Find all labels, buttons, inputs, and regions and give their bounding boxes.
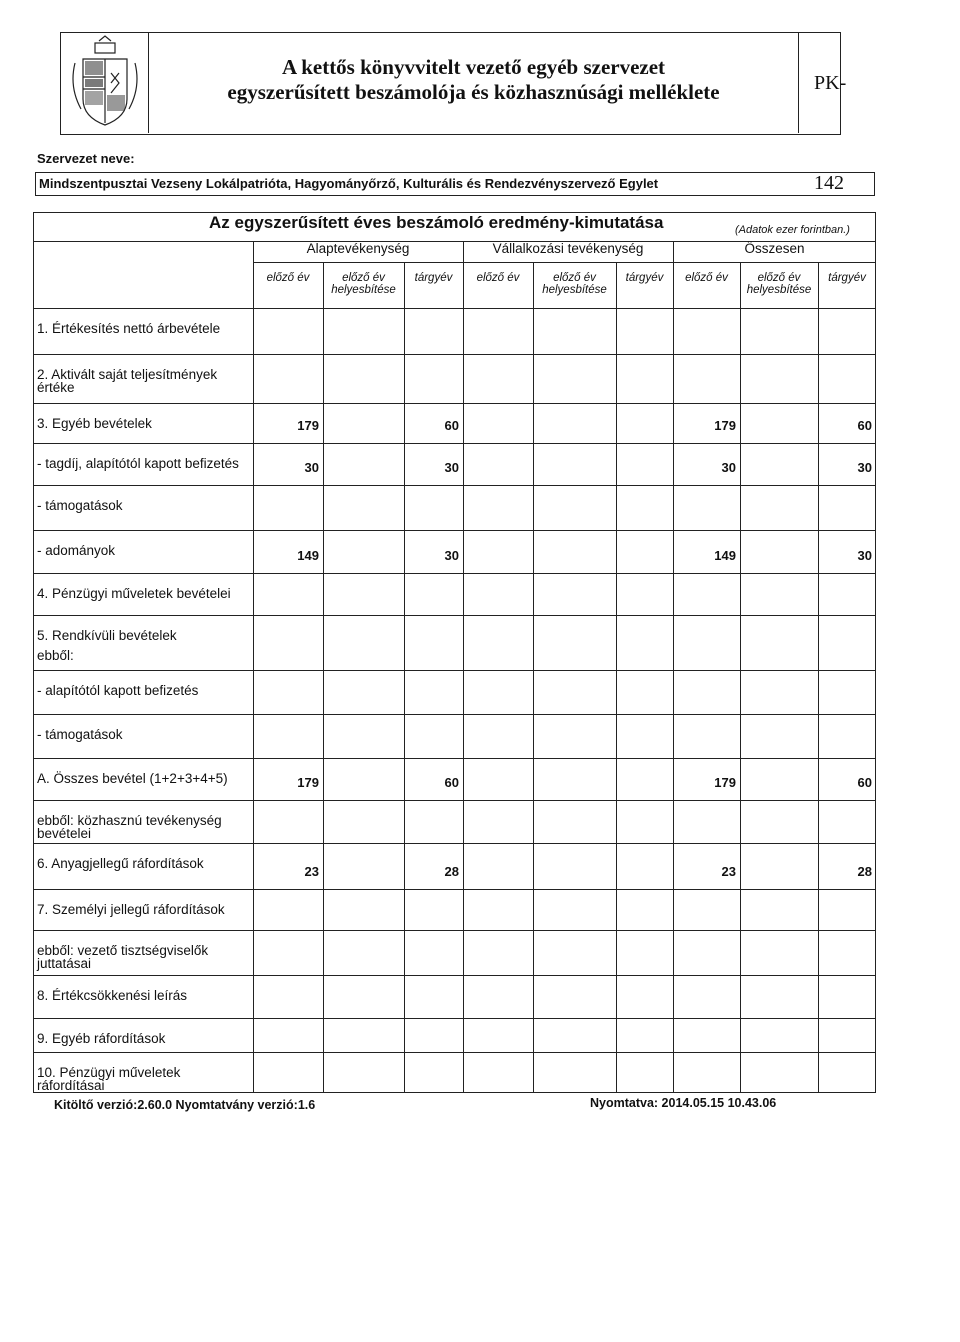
row-label [37, 368, 249, 394]
value-cell[interactable] [463, 671, 529, 713]
organization-label: Szervezet neve: [37, 151, 135, 166]
value-cell[interactable]: 28 [857, 864, 872, 879]
form-code: PK-142 [814, 72, 847, 194]
row-label [37, 814, 249, 840]
row-label [37, 1066, 249, 1092]
row-label [37, 772, 249, 785]
value-cell[interactable] [616, 616, 669, 669]
column-heading [673, 272, 740, 284]
value-cell[interactable]: 179 [714, 418, 736, 433]
value-cell[interactable] [323, 715, 400, 757]
value-cell[interactable] [323, 616, 400, 669]
row-label [37, 499, 249, 512]
value-cell[interactable] [673, 976, 736, 1017]
value-cell[interactable] [616, 1053, 669, 1092]
value-cell[interactable] [616, 890, 669, 929]
value-cell[interactable] [533, 486, 612, 529]
title-line-1: A kettős könyvvitelt vezető egyéb szervezet [281, 55, 666, 79]
value-cell[interactable] [818, 715, 872, 757]
column-heading-line1: előző év [685, 272, 728, 284]
value-cell[interactable]: 60 [444, 418, 459, 433]
value-cell[interactable] [616, 1019, 669, 1051]
value-cell[interactable] [253, 890, 319, 929]
row-label [37, 417, 249, 430]
unit-note: (Adatok ezer forintban.) [735, 224, 850, 236]
value-cell[interactable] [323, 309, 400, 353]
value-cell[interactable] [404, 1053, 459, 1092]
row-label-text: - támogatások [37, 727, 123, 742]
value-cell[interactable] [533, 616, 612, 669]
value-cell[interactable] [533, 844, 612, 888]
value-cell[interactable] [740, 844, 814, 888]
value-cell[interactable] [463, 715, 529, 757]
value-cell[interactable] [616, 355, 669, 402]
row-label-text: - adományok [37, 543, 116, 558]
value-cell[interactable] [673, 486, 736, 529]
value-cell[interactable] [463, 1053, 529, 1092]
value-cell[interactable] [673, 1053, 736, 1092]
value-cell[interactable] [818, 931, 872, 974]
row-label-text: A. Összes bevétel (1+2+3+4+5) [37, 771, 228, 786]
value-cell[interactable] [253, 801, 319, 842]
value-cell[interactable]: 149 [297, 548, 319, 563]
value-cell[interactable] [253, 671, 319, 713]
column-heading [463, 272, 533, 284]
value-cell[interactable] [404, 355, 459, 402]
column-heading-line1: tárgyév [828, 272, 866, 284]
value-cell[interactable] [404, 1019, 459, 1051]
value-cell[interactable]: 30 [304, 460, 319, 475]
value-cell[interactable] [740, 616, 814, 669]
column-heading [404, 272, 463, 284]
value-cell[interactable] [323, 531, 400, 572]
value-cell[interactable] [323, 574, 400, 614]
value-cell[interactable] [673, 931, 736, 974]
value-cell[interactable] [740, 1019, 814, 1051]
value-cell[interactable] [740, 1053, 814, 1092]
value-cell[interactable] [463, 531, 529, 572]
value-cell[interactable] [463, 801, 529, 842]
value-cell[interactable] [533, 801, 612, 842]
value-cell[interactable] [533, 355, 612, 402]
value-cell[interactable] [533, 890, 612, 929]
coat-of-arms-icon [61, 33, 149, 133]
value-cell[interactable] [818, 574, 872, 614]
value-cell[interactable] [740, 976, 814, 1017]
value-cell[interactable] [253, 309, 319, 353]
value-cell[interactable] [673, 715, 736, 757]
value-cell[interactable] [323, 844, 400, 888]
row-label-text: 10. Pénzügyi műveletek ráfordításai [37, 1065, 181, 1093]
value-cell[interactable]: 23 [304, 864, 319, 879]
row-label-text: 3. Egyéb bevételek [37, 416, 152, 431]
value-cell[interactable] [253, 931, 319, 974]
section-heading-2: Vállalkozási tevékenység [492, 241, 644, 256]
column-heading-line1: előző év [553, 272, 596, 284]
column-heading-line2: helyesbítése [542, 284, 607, 296]
row-label-text: 9. Egyéb ráfordítások [37, 1031, 166, 1046]
value-cell[interactable]: 149 [714, 548, 736, 563]
value-cell[interactable] [463, 976, 529, 1017]
value-cell[interactable] [323, 801, 400, 842]
row-label-text: 6. Anyagjellegű ráfordítások [37, 856, 204, 871]
row-sublabel: ebből: [37, 648, 74, 663]
value-cell[interactable] [404, 616, 459, 669]
value-cell[interactable] [463, 486, 529, 529]
value-cell[interactable] [818, 976, 872, 1017]
value-cell[interactable] [616, 759, 669, 799]
row-label [37, 587, 249, 600]
value-cell[interactable] [463, 931, 529, 974]
value-cell[interactable] [463, 890, 529, 929]
row-label-text: 4. Pénzügyi műveletek bevételei [37, 586, 231, 601]
value-cell[interactable] [323, 931, 400, 974]
row-label-text: - alapítótól kapott befizetés [37, 683, 199, 698]
value-cell[interactable] [616, 844, 669, 888]
value-cell[interactable] [616, 574, 669, 614]
row-label [37, 684, 249, 697]
value-cell[interactable] [463, 404, 529, 442]
value-cell[interactable] [740, 801, 814, 842]
value-cell[interactable] [253, 616, 319, 669]
value-cell[interactable] [673, 616, 736, 669]
value-cell[interactable] [616, 404, 669, 442]
value-cell[interactable]: 23 [721, 864, 736, 879]
row-label-text: 2. Aktivált saját teljesítmények értéke [37, 367, 218, 395]
value-cell[interactable] [533, 715, 612, 757]
value-cell[interactable] [253, 355, 319, 402]
value-cell[interactable] [323, 890, 400, 929]
value-cell[interactable] [323, 355, 400, 402]
value-cell[interactable] [533, 1053, 612, 1092]
value-cell[interactable] [404, 890, 459, 929]
organization-name-field[interactable]: Mindszentpusztai Vezseny Lokálpatrióta, Hagyományőrző, Kulturális és Rendezvényszervező Egylet [35, 172, 875, 196]
value-cell[interactable]: 60 [444, 775, 459, 790]
section-rule [253, 262, 876, 263]
value-cell[interactable] [404, 801, 459, 842]
value-cell[interactable] [673, 890, 736, 929]
value-cell[interactable] [616, 531, 669, 572]
value-cell[interactable]: 179 [297, 418, 319, 433]
value-cell[interactable] [740, 309, 814, 353]
value-cell[interactable] [463, 759, 529, 799]
value-cell[interactable] [533, 444, 612, 484]
row-label-text: ebből: közhasznú tevékenység bevételei [37, 813, 222, 841]
row-label [37, 728, 249, 741]
value-cell[interactable] [616, 486, 669, 529]
value-cell[interactable] [818, 616, 872, 669]
value-cell[interactable] [818, 671, 872, 713]
value-cell[interactable] [463, 309, 529, 353]
column-heading [818, 272, 876, 284]
value-cell[interactable] [533, 931, 612, 974]
value-cell[interactable] [740, 486, 814, 529]
value-cell[interactable] [740, 931, 814, 974]
value-cell[interactable] [818, 309, 872, 353]
row-label [37, 857, 249, 870]
value-cell[interactable] [323, 444, 400, 484]
value-cell[interactable] [533, 759, 612, 799]
value-cell[interactable] [616, 715, 669, 757]
value-cell[interactable] [404, 976, 459, 1017]
value-cell[interactable] [463, 1019, 529, 1051]
value-cell[interactable] [253, 574, 319, 614]
value-cell[interactable] [533, 976, 612, 1017]
value-cell[interactable] [463, 355, 529, 402]
section-heading-3: Összesen [744, 241, 805, 256]
value-cell[interactable] [533, 671, 612, 713]
value-cell[interactable]: 30 [857, 548, 872, 563]
value-cell[interactable] [404, 931, 459, 974]
value-cell[interactable]: 30 [444, 460, 459, 475]
value-cell[interactable] [533, 531, 612, 572]
value-cell[interactable] [533, 574, 612, 614]
value-cell[interactable] [740, 671, 814, 713]
row-label [37, 544, 249, 557]
value-cell[interactable] [404, 671, 459, 713]
column-heading [533, 272, 616, 296]
value-cell[interactable] [818, 1019, 872, 1051]
column-heading-line1: előző év [342, 272, 385, 284]
value-cell[interactable] [740, 444, 814, 484]
row-label-text: 8. Értékcsökkenési leírás [37, 988, 188, 1003]
row-label [37, 989, 249, 1002]
value-cell[interactable] [673, 574, 736, 614]
value-cell[interactable] [740, 759, 814, 799]
value-cell[interactable] [616, 976, 669, 1017]
value-cell[interactable]: 30 [444, 548, 459, 563]
value-cell[interactable] [463, 574, 529, 614]
value-cell[interactable] [463, 444, 529, 484]
value-cell[interactable] [616, 444, 669, 484]
value-cell[interactable] [818, 486, 872, 529]
value-cell[interactable]: 60 [857, 775, 872, 790]
row-label [37, 1032, 249, 1045]
section-heading-1: Alaptevékenység [306, 241, 410, 256]
column-heading [323, 272, 404, 296]
statement-title: Az egyszerűsített éves beszámoló eredmény-kimutatása [209, 213, 664, 232]
row-label [37, 322, 249, 335]
value-cell[interactable] [404, 574, 459, 614]
column-heading-line2: helyesbítése [746, 284, 812, 296]
value-cell[interactable] [323, 1019, 400, 1051]
value-cell[interactable] [533, 404, 612, 442]
value-cell[interactable] [253, 1019, 319, 1051]
value-cell[interactable] [404, 309, 459, 353]
value-cell[interactable]: 30 [857, 460, 872, 475]
value-cell[interactable] [253, 486, 319, 529]
form-title [149, 33, 799, 133]
value-cell[interactable] [253, 1053, 319, 1092]
row-label-text: 7. Személyi jellegű ráfordítások [37, 902, 225, 917]
value-cell[interactable] [740, 404, 814, 442]
value-cell[interactable] [323, 759, 400, 799]
value-cell[interactable]: 60 [857, 418, 872, 433]
value-cell[interactable] [323, 1053, 400, 1092]
value-cell[interactable] [673, 309, 736, 353]
value-cell[interactable] [616, 931, 669, 974]
value-cell[interactable] [323, 976, 400, 1017]
value-cell[interactable] [404, 486, 459, 529]
row-label [37, 457, 249, 470]
value-cell[interactable] [463, 616, 529, 669]
row-label [37, 629, 249, 662]
footer-printed: Nyomtatva: 2014.05.15 10.43.06 [590, 1096, 777, 1110]
value-cell[interactable] [253, 715, 319, 757]
value-cell[interactable] [673, 1019, 736, 1051]
column-heading [616, 272, 673, 284]
value-cell[interactable] [740, 531, 814, 572]
column-heading-line1: előző év [757, 272, 801, 284]
value-cell[interactable] [253, 976, 319, 1017]
value-cell[interactable] [740, 574, 814, 614]
row-label [37, 903, 249, 916]
value-cell[interactable] [533, 309, 612, 353]
column-heading [253, 272, 323, 284]
column-heading-line1: előző év [476, 272, 520, 284]
value-cell[interactable] [673, 355, 736, 402]
row-label [37, 944, 249, 970]
row-label-text: 1. Értékesítés nettó árbevétele [37, 321, 221, 336]
column-heading-line2: helyesbítése [331, 284, 396, 296]
row-label-text: - támogatások [37, 498, 123, 513]
column-heading [740, 272, 818, 296]
value-cell[interactable] [404, 715, 459, 757]
value-cell[interactable]: 179 [297, 775, 319, 790]
value-cell[interactable]: 28 [444, 864, 459, 879]
value-cell[interactable] [616, 801, 669, 842]
column-heading-line1: tárgyév [625, 272, 664, 284]
value-cell[interactable]: 30 [721, 460, 736, 475]
value-cell[interactable] [818, 1053, 872, 1092]
title-line-2: egyszerűsített beszámolója és közhasznúsági melléklete [227, 80, 720, 104]
value-cell[interactable] [818, 890, 872, 929]
value-cell[interactable] [740, 890, 814, 929]
value-cell[interactable] [673, 801, 736, 842]
value-cell[interactable] [673, 671, 736, 713]
value-cell[interactable] [616, 309, 669, 353]
value-cell[interactable] [740, 355, 814, 402]
value-cell[interactable] [323, 486, 400, 529]
row-label-text: ebből: vezető tisztségviselők juttatásai [37, 943, 209, 971]
value-cell[interactable] [533, 1019, 612, 1051]
value-cell[interactable]: 179 [714, 775, 736, 790]
column-heading-line1: tárgyév [414, 272, 453, 284]
value-cell[interactable] [818, 355, 872, 402]
footer-version: Kitöltő verzió:2.60.0 Nyomtatvány verzió:1.6 [54, 1098, 316, 1112]
value-cell[interactable] [740, 715, 814, 757]
row-label-text: 5. Rendkívüli bevételek [37, 628, 177, 643]
value-cell[interactable] [818, 801, 872, 842]
value-cell[interactable] [323, 671, 400, 713]
value-cell[interactable] [463, 844, 529, 888]
value-cell[interactable] [323, 404, 400, 442]
row-label-text: - tagdíj, alapítótól kapott befizetés [37, 456, 239, 471]
value-cell[interactable] [616, 671, 669, 713]
column-heading-line1: előző év [266, 272, 310, 284]
